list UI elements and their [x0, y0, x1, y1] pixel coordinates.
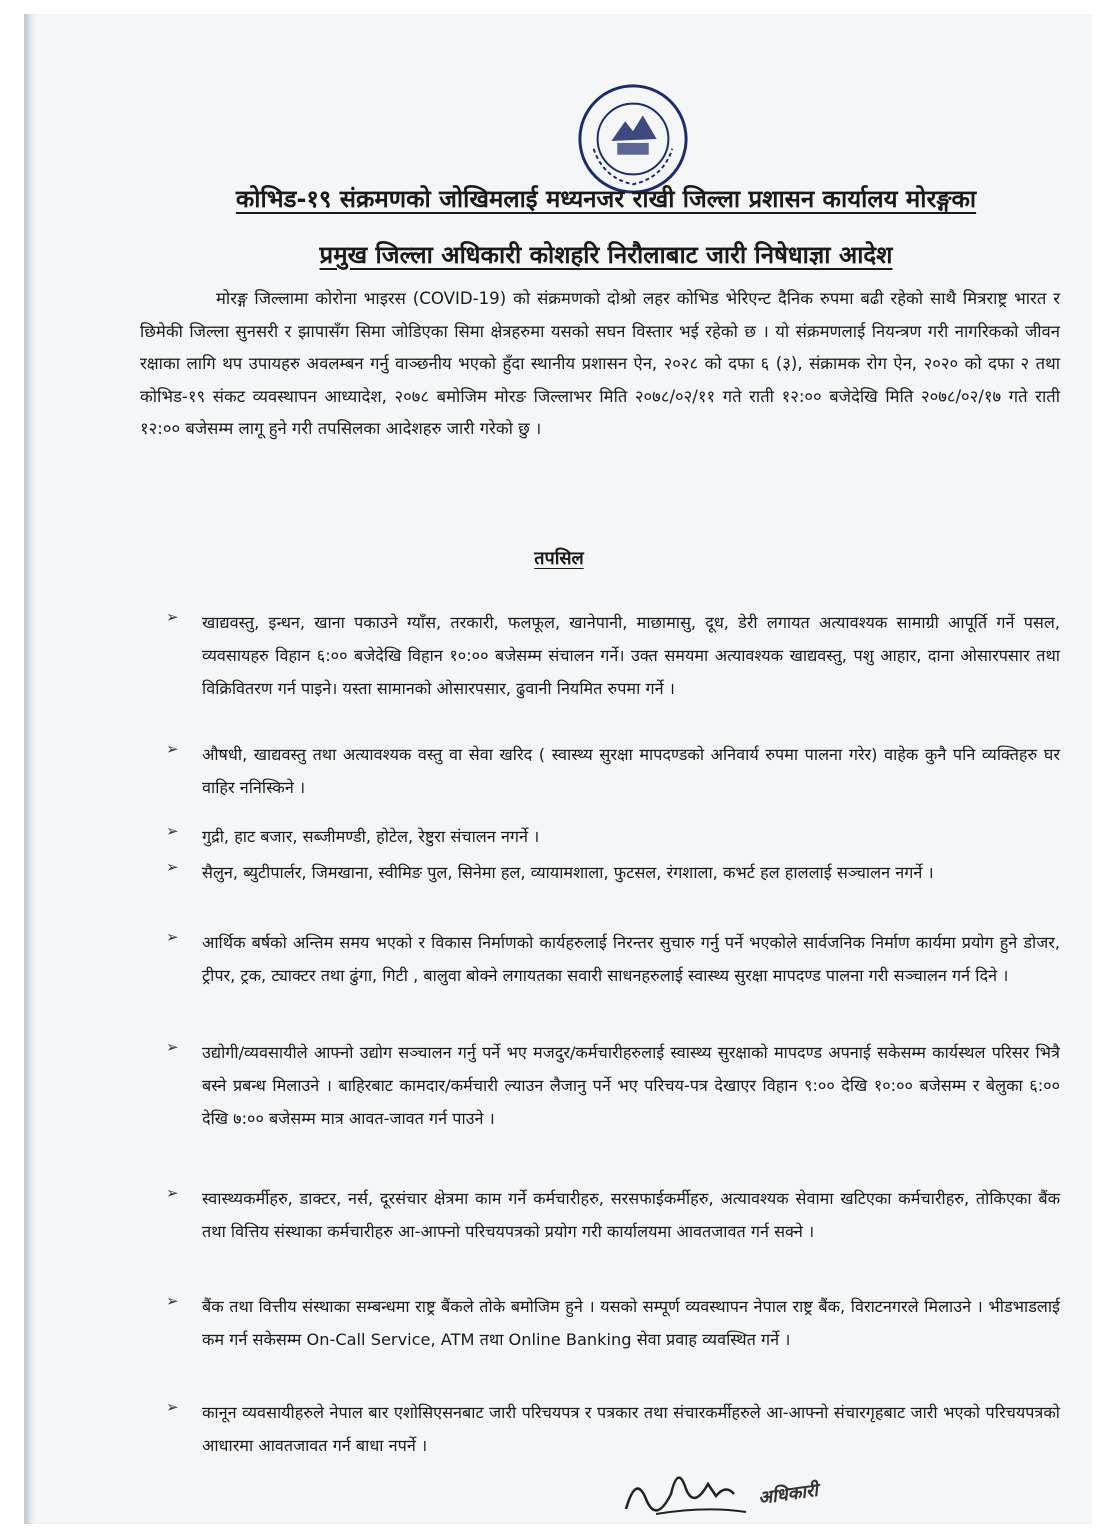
order-text: उद्योगी/व्यवसायीले आफ्नो उद्योग सञ्चालन गर्नु पर्ने भए मजदुर/कर्मचारीहरुलाई स्वास्थ्य सुरक्षाको मापदण्ड अपनाई सकेसम्म कार्यस्थल परिसर भित्रै बस्ने प्रबन्ध मिलाउने । बाहिरबाट कामदार/कर्मचारी ल्याउन लैजानु पर्ने भए परिचय-पत्र देखाएर विहान ९:०० देखि १०:०० बजेसम्म र बेलुका ६:०० देखि ७:०० बजेसम्म मात्र आवत-जावत गर्न पाउने ।: [202, 1043, 1060, 1128]
document-title-line-1: कोभिड-१९ संक्रमणको जोखिमलाई मध्यनजर राखी जिल्ला प्रशासन कार्यालय मोरङ्गका: [235, 185, 977, 213]
order-text: औषधी, खाद्यवस्तु तथा अत्यावश्यक वस्तु वा सेवा खरिद ( स्वास्थ्य सुरक्षा मापदण्डको अनिवार्य रुपमा पालना गरेर) वाहेक कुनै पनि व्यक्तिहरु घर वाहिर ननिस्किने ।: [202, 745, 1060, 797]
intro-paragraph: मोरङ्ग जिल्लामा कोरोना भाइरस (COVID-19) को संक्रमणको दोश्रो लहर कोभिड भेरिएन्ट दैनिक रुपमा बढी रहेको साथै मित्रराष्ट्र भारत र छिमेकी जिल्ला सुनसरी र झापासँग सिमा जोडिएका सिमा क्षेत्रहरुमा यसको सघन विस्तार भई रहेको छ । यो संक्रमणलाई नियन्त्रण गरी नागरिकको जीवन रक्षाका लागि थप उपायहरु अवलम्बन गर्नु वाञ्छनीय भएको हुँदा स्थानीय प्रशासन ऐन, २०२८ को दफा ६ (३), संक्रामक रोग ऐन, २०२० को दफा २ तथा कोभिड-१९ संकट व्यवस्थापन आध्यादेश, २०७८ बमोजिम मोरङ जिल्लाभर मिति २०७८/०२/११ गते राती १२:०० बजेदेखि मिति २०७८/०२/१७ गते राती १२:०० बजेसम्म लागू हुने गरी तपसिलका आदेशहरु जारी गरेको छु ।: [140, 289, 1060, 439]
bullet-arrow-icon: ➢: [166, 740, 179, 758]
order-text: गुद्री, हाट बजार, सब्जीमण्डी, होटेल, रेष्टुरा संचालन नगर्ने ।: [202, 827, 540, 846]
order-text: कानून व्यवसायीहरुले नेपाल बार एशोसिएसनबाट जारी परिचयपत्र र पत्रकार तथा संचारकर्मीहरुले आ-आफ्नो संचारगृहबाट जारी भएको परिचयपत्रको आधारमा आवतजावत गर्न बाधा नपर्ने ।: [202, 1403, 1060, 1455]
order-text: स्वास्थ्यकर्मीहरु, डाक्टर, नर्स, दूरसंचार क्षेत्रमा काम गर्ने कर्मचारीहरु, सरसफाईकर्मीहरु, अत्यावश्यक सेवामा खटिएका कर्मचारीहरु, तोकिएका बैंक तथा वित्तिय संस्थाका कर्मचारीहरु आ-आफ्नो परिचयपत्रको प्रयोग गरी कार्यालयमा आवतजावत गर्न सक्ने ।: [202, 1189, 1060, 1241]
order-text: खाद्यवस्तु, इन्धन, खाना पकाउने ग्याँस, तरकारी, फलफूल, खानेपानी, माछामासु, दूध, डेरी लगायत अत्यावश्यक सामाग्री आपूर्ति गर्ने पसल, व्यवसायहरु विहान ६:०० बजेदेखि विहान १०:०० बजेसम्म संचालन गर्ने। उक्त समयमा अत्यावश्यक खाद्यवस्तु, पशु आहार, दाना ओसारपसार तथा विक्रिवितरण गर्न पाइने। यस्ता सामानको ओसारपसार, ढुवानी नियमित रुपमा गर्ने ।: [202, 613, 1060, 698]
bullet-arrow-icon: ➢: [166, 1038, 179, 1056]
bullet-arrow-icon: ➢: [166, 822, 179, 840]
bullet-arrow-icon: ➢: [166, 1398, 179, 1416]
signature-caption: अधिकारी: [756, 1479, 820, 1510]
bullet-arrow-icon: ➢: [166, 928, 179, 946]
schedule-heading: तपसिल: [534, 548, 584, 569]
order-text: आर्थिक बर्षको अन्तिम समय भएको र विकास निर्माणको कार्यहरुलाई निरन्तर सुचारु गर्नु पर्ने भएकोले सार्वजनिक निर्माण कार्यमा प्रयोग हुने डोजर, ट्रीपर, ट्रक, ट्याक्टर तथा ढुंगा, गिटी , बालुवा बोक्ने लगायतका सवारी साधनहरुलाई स्वास्थ्य सुरक्षा मापदण्ड पालना गरी सञ्चालन गर्न दिने ।: [202, 933, 1060, 985]
bullet-arrow-icon: ➢: [166, 1292, 179, 1310]
signature-scribble-icon: [616, 1454, 876, 1524]
bullet-arrow-icon: ➢: [166, 608, 179, 626]
document-page: [24, 14, 1092, 1524]
document-title-line-2: प्रमुख जिल्ला अधिकारी कोशहरि निरौलाबाट जारी निषेधाज्ञा आदेश: [319, 241, 893, 269]
government-seal-icon: [574, 80, 692, 198]
bullet-arrow-icon: ➢: [166, 858, 179, 876]
order-text: बैंक तथा वित्तीय संस्थाका सम्बन्धमा राष्ट्र बैंकले तोके बमोजिम हुने । यसको सम्पूर्ण व्यवस्थापन नेपाल राष्ट्र बैंक, विराटनगरले मिलाउने । भीडभाडलाई कम गर्न सकेसम्म On-Call Service, ATM तथा Online Banking सेवा प्रवाह व्यवस्थित गर्ने ।: [202, 1297, 1060, 1349]
order-text: सैलुन, ब्युटीपार्लर, जिमखाना, स्वीमिङ पुल, सिनेमा हल, व्यायामशाला, फुटसल, रंगशाला, कभर्ट हल हाललाई सञ्चालन नगर्ने ।: [202, 863, 934, 882]
bullet-arrow-icon: ➢: [166, 1184, 179, 1202]
